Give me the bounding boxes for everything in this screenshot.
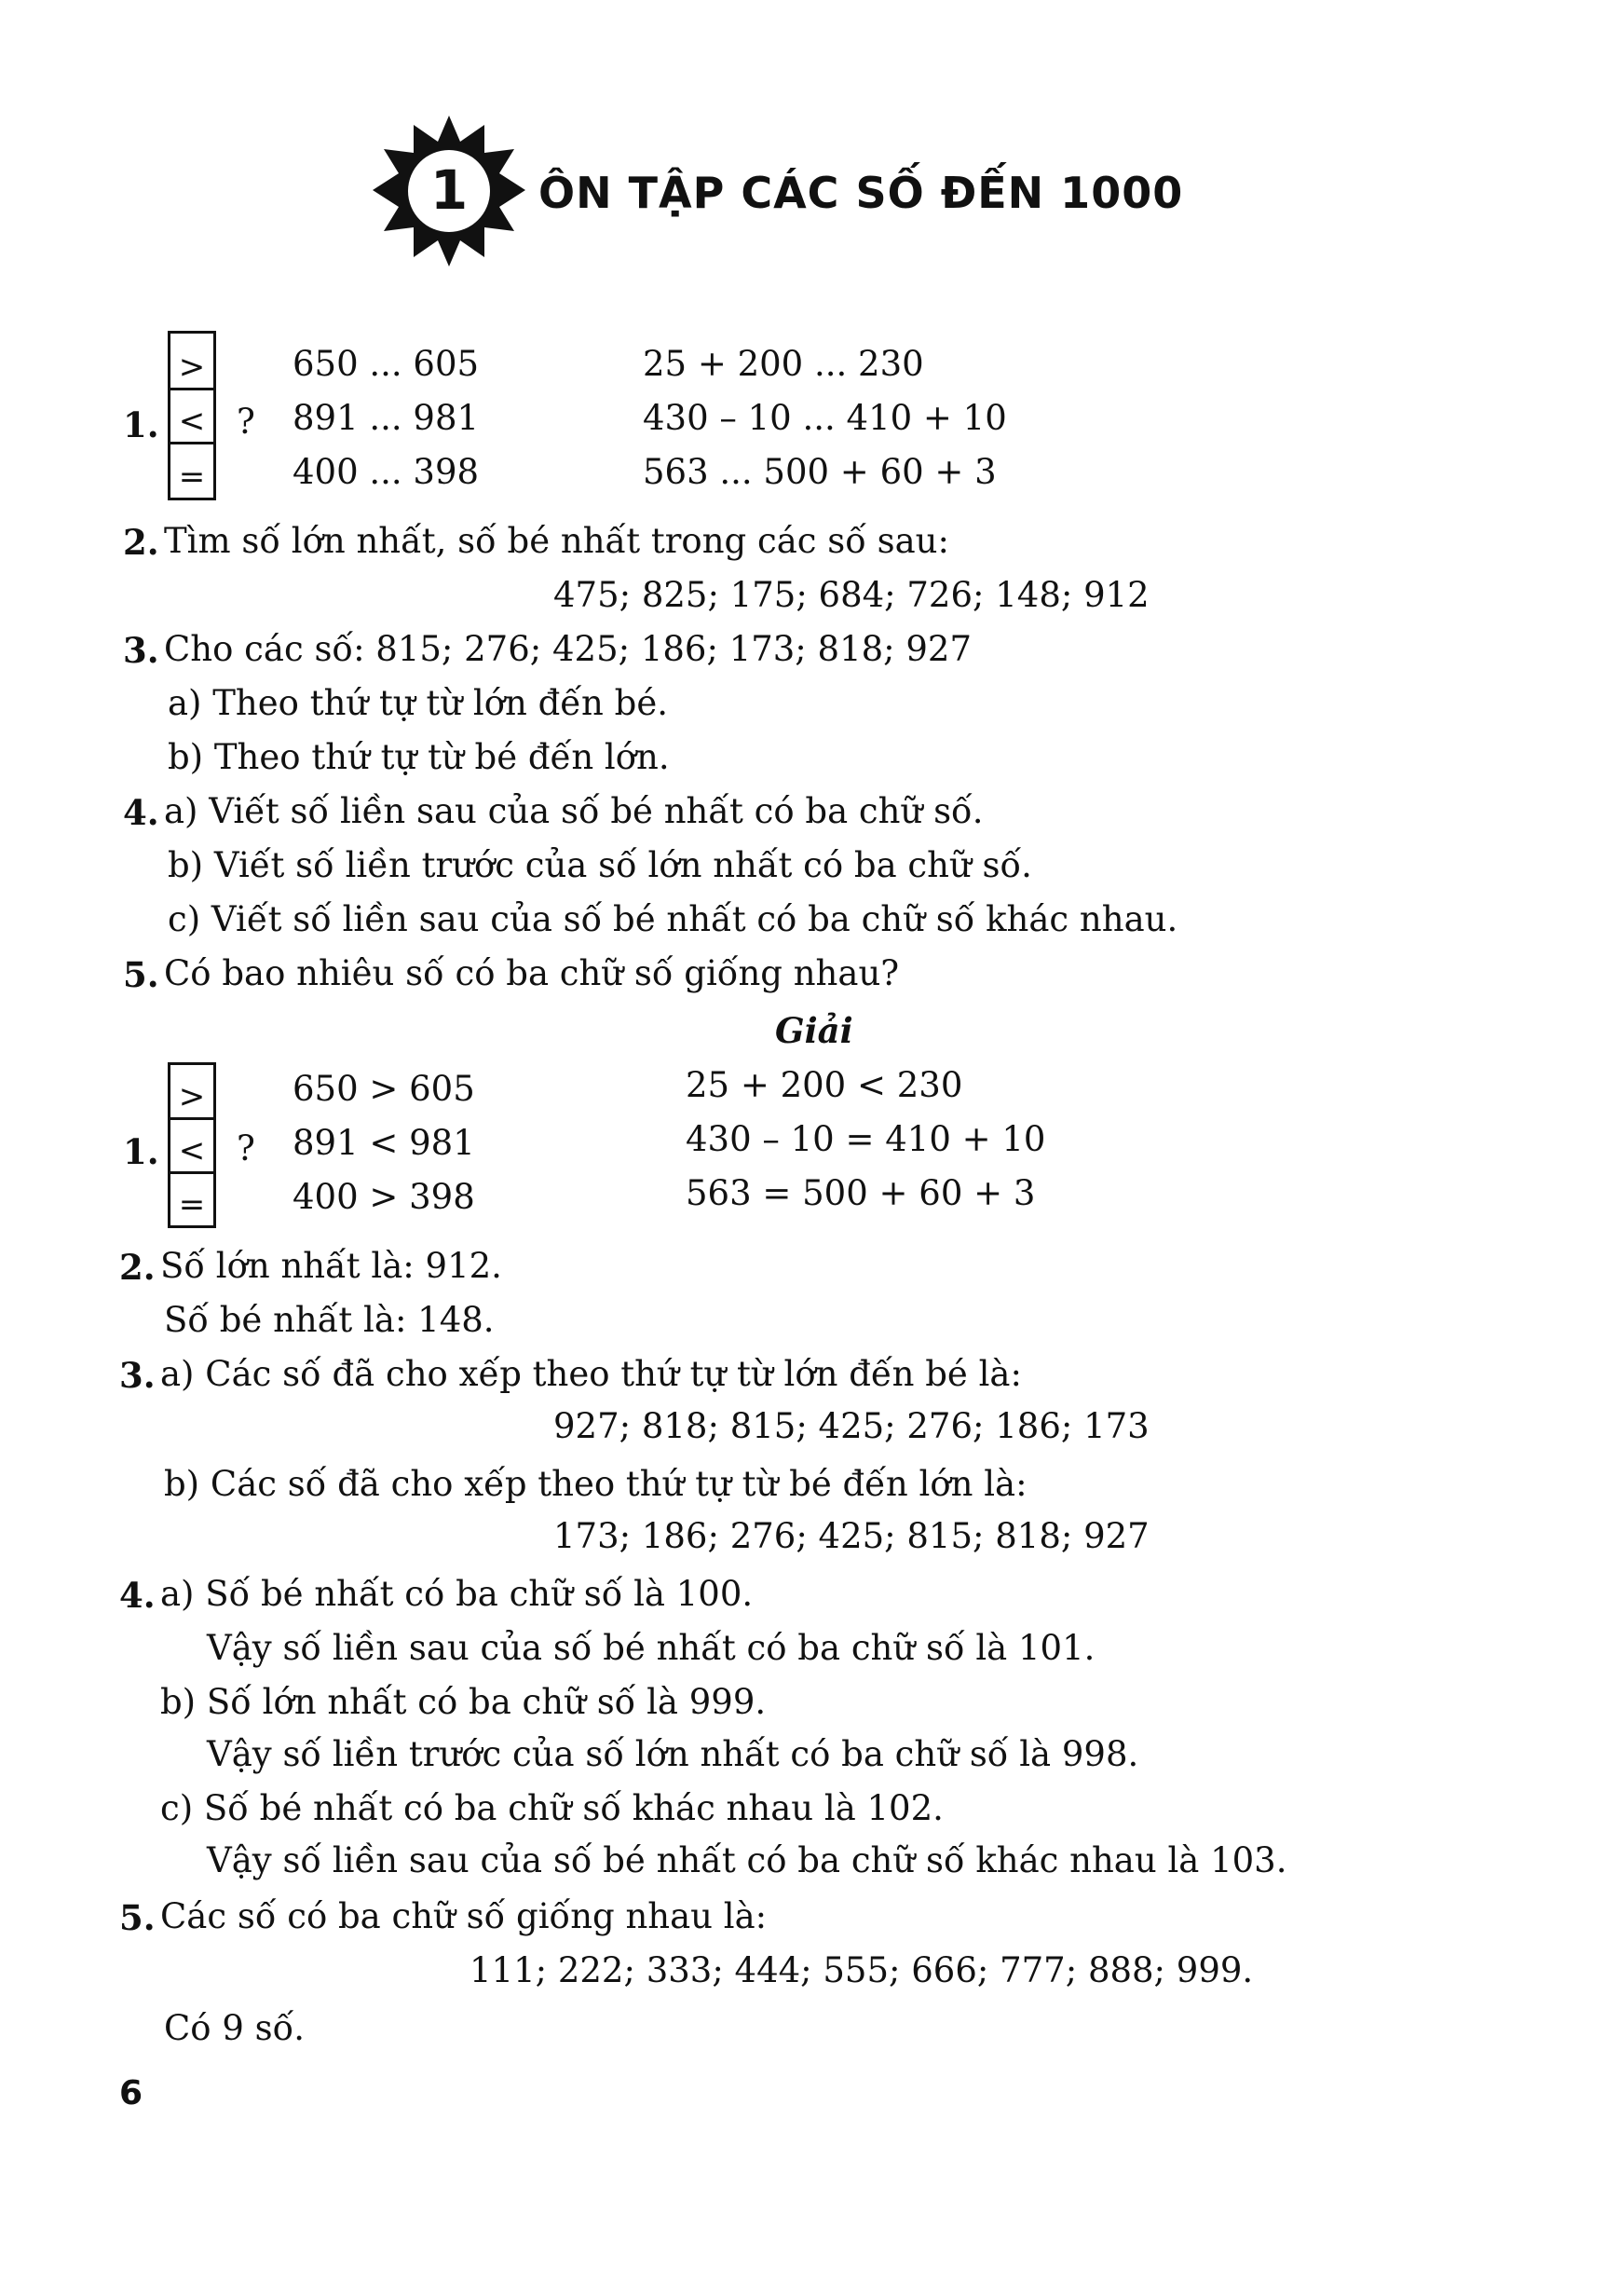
solution-3-a: a) Các số đã cho xếp theo thứ tự từ lớn đến bé là: bbox=[160, 1354, 1022, 1394]
page-number: 6 bbox=[119, 2074, 143, 2112]
solution-2-line1: Số lớn nhất là: 912. bbox=[160, 1246, 502, 1286]
symbol-less: < bbox=[178, 403, 206, 440]
solution-symbol-greater: > bbox=[178, 1078, 206, 1115]
exercise-3-text: Cho các số: 815; 276; 425; 186; 173; 818; 927 bbox=[164, 629, 973, 669]
exercise-3-b: b) Theo thứ tự từ bé đến lớn. bbox=[168, 737, 670, 777]
solution-3-a-numbers: 927; 818; 815; 425; 276; 186; 173 bbox=[553, 1406, 1150, 1446]
compare-right-3: 563 ... 500 + 60 + 3 bbox=[643, 452, 997, 492]
symbol-greater: > bbox=[178, 348, 206, 386]
solution-4-b1: b) Số lớn nhất có ba chữ số là 999. bbox=[160, 1682, 767, 1722]
lesson-number-badge bbox=[371, 112, 527, 270]
solution-symbol-less: < bbox=[178, 1132, 206, 1169]
solution-3-label: 3. bbox=[119, 1355, 156, 1396]
exercise-4-c: c) Viết số liền sau của số bé nhất có ba chữ số khác nhau. bbox=[168, 899, 1178, 939]
exercise-1-label: 1. bbox=[123, 404, 159, 445]
solution-5-label: 5. bbox=[119, 1897, 156, 1938]
exercise-3-label: 3. bbox=[123, 630, 159, 671]
exercise-3-a: a) Theo thứ tự từ lớn đến bé. bbox=[168, 683, 668, 723]
question-mark: ? bbox=[237, 402, 255, 442]
solution-1-label: 1. bbox=[123, 1131, 159, 1172]
solution-3-b-numbers: 173; 186; 276; 425; 815; 818; 927 bbox=[553, 1516, 1150, 1556]
exercise-2-numbers: 475; 825; 175; 684; 726; 148; 912 bbox=[553, 575, 1150, 615]
solution-right-3: 563 = 500 + 60 + 3 bbox=[686, 1173, 1036, 1213]
solution-2-line2: Số bé nhất là: 148. bbox=[164, 1300, 495, 1340]
solution-right-2: 430 – 10 = 410 + 10 bbox=[686, 1119, 1046, 1159]
solution-4-c1: c) Số bé nhất có ba chữ số khác nhau là 102. bbox=[160, 1788, 944, 1828]
solution-1-symbol-box bbox=[168, 1062, 216, 1228]
solution-4-c2: Vậy số liền sau của số bé nhất có ba chữ số khác nhau là 103. bbox=[207, 1840, 1287, 1880]
compare-right-1: 25 + 200 ... 230 bbox=[643, 344, 924, 384]
solution-4-b2: Vậy số liền trước của số lớn nhất có ba chữ số là 998. bbox=[207, 1734, 1139, 1774]
solution-left-2: 891 < 981 bbox=[293, 1123, 475, 1163]
compare-left-3: 400 ... 398 bbox=[293, 452, 480, 492]
compare-right-2: 430 – 10 ... 410 + 10 bbox=[643, 398, 1007, 438]
exercise-2-label: 2. bbox=[123, 522, 159, 563]
lesson-title: ÔN TẬP CÁC SỐ ĐẾN 1000 bbox=[538, 168, 1184, 218]
solution-2-label: 2. bbox=[119, 1247, 156, 1288]
exercise-4-a: a) Viết số liền sau của số bé nhất có ba chữ số. bbox=[164, 791, 984, 831]
solution-heading: Giải bbox=[775, 1010, 853, 1051]
solution-5-count: Có 9 số. bbox=[164, 2008, 306, 2048]
lesson-number: 1 bbox=[429, 158, 469, 222]
exercise-5-text: Có bao nhiêu số có ba chữ số giống nhau? bbox=[164, 953, 900, 993]
compare-left-1: 650 ... 605 bbox=[293, 344, 480, 384]
solution-4-a1: a) Số bé nhất có ba chữ số là 100. bbox=[160, 1574, 754, 1614]
solution-4-label: 4. bbox=[119, 1575, 156, 1616]
solution-3-b: b) Các số đã cho xếp theo thứ tự từ bé đến lớn là: bbox=[164, 1464, 1028, 1504]
solution-question-mark: ? bbox=[237, 1128, 255, 1168]
compare-left-2: 891 ... 981 bbox=[293, 398, 480, 438]
symbol-equal: = bbox=[178, 458, 206, 496]
exercise-4-label: 4. bbox=[123, 792, 159, 833]
exercise-4-b: b) Viết số liền trước của số lớn nhất có ba chữ số. bbox=[168, 845, 1032, 885]
solution-symbol-equal: = bbox=[178, 1186, 206, 1223]
solution-left-1: 650 > 605 bbox=[293, 1069, 475, 1109]
solution-5-numbers: 111; 222; 333; 444; 555; 666; 777; 888; 999. bbox=[470, 1950, 1254, 1990]
solution-left-3: 400 > 398 bbox=[293, 1177, 475, 1217]
solution-right-1: 25 + 200 < 230 bbox=[686, 1065, 963, 1105]
solution-4-a2: Vậy số liền sau của số bé nhất có ba chữ số là 101. bbox=[207, 1628, 1096, 1668]
exercise-2-text: Tìm số lớn nhất, số bé nhất trong các số sau: bbox=[164, 521, 949, 561]
solution-5-text: Các số có ba chữ số giống nhau là: bbox=[160, 1896, 768, 1936]
exercise-1-symbol-box bbox=[168, 331, 216, 500]
exercise-5-label: 5. bbox=[123, 954, 159, 995]
